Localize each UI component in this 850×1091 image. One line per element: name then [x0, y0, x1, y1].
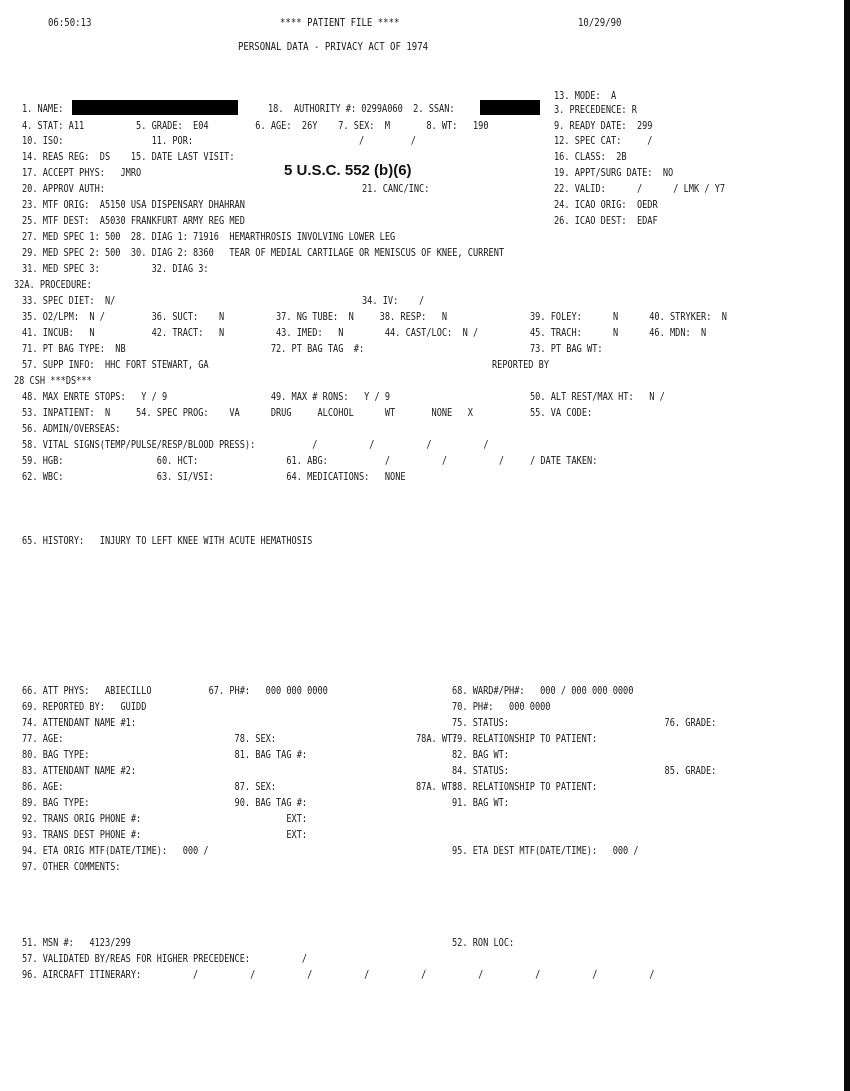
attendant-2-age-sex-wt: 86. AGE: 87. SEX: 87A. WT:: [22, 781, 458, 793]
att-phys-row: 66. ATT PHYS: ABIECILLO 67. PH#: 000 000 0000: [22, 685, 328, 697]
attendant-1-bag-type: 80. BAG TYPE: 81. BAG TAG #:: [22, 749, 308, 761]
valid-field: 22. VALID: / / LMK / Y7: [554, 183, 726, 195]
attendant-2-bag-wt: 91. BAG WT:: [452, 797, 510, 809]
csh-note: 28 CSH ***DS***: [14, 375, 92, 387]
med-spec-3-row: 31. MED SPEC 3: 32. DIAG 3:: [22, 263, 209, 275]
pt-bag-type-row: 71. PT BAG TYPE: NB 72. PT BAG TAG #:: [22, 343, 365, 355]
ready-date-field: 9. READY DATE: 299: [554, 120, 653, 132]
attendant-1-age-sex-wt: 77. AGE: 78. SEX: 78A. WT:: [22, 733, 458, 745]
o2-suct-row: 35. O2/LPM: N / 36. SUCT: N 37. NG TUBE: N 38. RESP: N: [22, 311, 448, 323]
other-comments: 97. OTHER COMMENTS:: [22, 861, 121, 873]
alt-rest-field: 50. ALT REST/MAX HT: N /: [530, 391, 665, 403]
med-spec-1-row: 27. MED SPEC 1: 500 28. DIAG 1: 71916 HEMARTHROSIS INVOLVING LOWER LEG: [22, 231, 396, 243]
mtf-dest-field: 25. MTF DEST: A5030 FRANKFURT ARMY REG MED: [22, 215, 245, 227]
header-time: 06:50:13: [48, 16, 92, 29]
reported-by-field: 69. REPORTED BY: GUIDD: [22, 701, 147, 713]
ph-field: 70. PH#: 000 0000: [452, 701, 551, 713]
attendant-1-relationship: 79. RELATIONSHIP TO PATIENT:: [452, 733, 598, 745]
iv-field: 34. IV: /: [362, 295, 425, 307]
trach-mdn-row: 45. TRACH: N 46. MDN: N: [530, 327, 707, 339]
pt-bag-wt-field: 73. PT BAG WT:: [530, 343, 603, 355]
mode-field: 13. MODE: A: [554, 90, 617, 102]
admin-overseas-field: 56. ADMIN/OVERSEAS:: [22, 423, 121, 435]
mtf-orig-field: 23. MTF ORIG: A5150 USA DISPENSARY DHAHRAN: [22, 199, 245, 211]
redaction-name: [72, 100, 238, 115]
authority-ssan-field: 18. AUTHORITY #: 0299A060 2. SSAN:: [268, 103, 455, 115]
reported-by-label: REPORTED BY: [492, 359, 550, 371]
inpatient-spec-prog-row: 53. INPATIENT: N 54. SPEC PROG: VA DRUG ALCOHOL WT NONE X: [22, 407, 473, 419]
scan-edge-bar: [844, 0, 850, 1091]
supp-info-field: 57. SUPP INFO: HHC FORT STEWART, GA: [22, 359, 209, 371]
aircraft-itinerary-field: 96. AIRCRAFT ITINERARY: / / / / / / / / /: [22, 969, 655, 981]
redaction-ssan: [480, 100, 540, 115]
icao-dest-field: 26. ICAO DEST: EDAF: [554, 215, 658, 227]
canc-inc-field: 21. CANC/INC:: [362, 183, 430, 195]
approv-auth-field: 20. APPROV AUTH:: [22, 183, 105, 195]
va-code-field: 55. VA CODE:: [530, 407, 593, 419]
icao-orig-field: 24. ICAO ORIG: OEDR: [554, 199, 658, 211]
trans-dest-phone: 93. TRANS DEST PHONE #: EXT:: [22, 829, 308, 841]
wbc-medications-row: 62. WBC: 63. SI/VSI: 64. MEDICATIONS: NONE: [22, 471, 406, 483]
med-spec-2-row: 29. MED SPEC 2: 500 30. DIAG 2: 8360 TEAR OF MEDIAL CARTILAGE OR MENISCUS OF KNEE, CURRENT: [22, 247, 505, 259]
msn-field: 51. MSN #: 4123/299: [22, 937, 131, 949]
trans-orig-phone: 92. TRANS ORIG PHONE #: EXT:: [22, 813, 308, 825]
eta-orig-mtf: 94. ETA ORIG MTF(DATE/TIME): 000 /: [22, 845, 209, 857]
foley-stryker-row: 39. FOLEY: N 40. STRYKER: N: [530, 311, 727, 323]
appt-surg-date-field: 19. APPT/SURG DATE: NO: [554, 167, 674, 179]
history-field: 65. HISTORY: INJURY TO LEFT KNEE WITH ACUTE HEMATHOSIS: [22, 535, 313, 547]
accept-phys-field: 17. ACCEPT PHYS: JMRO: [22, 167, 142, 179]
max-enrte-stops-row: 48. MAX ENRTE STOPS: Y / 9 49. MAX # RONS: Y / 9: [22, 391, 391, 403]
name-field: 1. NAME:: [22, 103, 64, 115]
incub-tract-row: 41. INCUB: N 42. TRACT: N 43. IMED: N 44. CAST/LOC: N /: [22, 327, 479, 339]
attendant-1-status-grade: 75. STATUS: 76. GRADE:: [452, 717, 717, 729]
reas-reg-row: 14. REAS REG: DS 15. DATE LAST VISIT:: [22, 151, 235, 163]
attendant-1-name: 74. ATTENDANT NAME #1:: [22, 717, 137, 729]
attendant-2-relationship: 88. RELATIONSHIP TO PATIENT:: [452, 781, 598, 793]
procedure-field: 32A. PROCEDURE:: [14, 279, 92, 291]
header-title: **** PATIENT FILE ****: [280, 16, 400, 29]
hgb-hct-abg-row: 59. HGB: 60. HCT: 61. ABG: / / / / DATE TAKEN:: [22, 455, 598, 467]
stat-grade-age-row: 4. STAT: A11 5. GRADE: E04 6. AGE: 26Y 7. SEX: M 8. WT: 190: [22, 120, 489, 132]
header-date: 10/29/90: [578, 16, 622, 29]
spec-diet-field: 33. SPEC DIET: N/: [22, 295, 116, 307]
attendant-1-bag-wt: 82. BAG WT:: [452, 749, 510, 761]
foia-exemption-stamp: 5 U.S.C. 552 (b)(6): [284, 162, 412, 179]
attendant-2-name: 83. ATTENDANT NAME #2:: [22, 765, 137, 777]
spec-cat-field: 12. SPEC CAT: /: [554, 135, 653, 147]
header-subtitle: PERSONAL DATA - PRIVACY ACT OF 1974: [238, 40, 429, 53]
precedence-field: 3. PRECEDENCE: R: [554, 104, 637, 116]
iso-por-row: 10. ISO: 11. POR: / /: [22, 135, 416, 147]
class-field: 16. CLASS: 2B: [554, 151, 627, 163]
attendant-2-status-grade: 84. STATUS: 85. GRADE:: [452, 765, 717, 777]
vital-signs-row: 58. VITAL SIGNS(TEMP/PULSE/RESP/BLOOD PRESS): / / / /: [22, 439, 489, 451]
ward-ph-field: 68. WARD#/PH#: 000 / 000 000 0000: [452, 685, 634, 697]
eta-dest-mtf: 95. ETA DEST MTF(DATE/TIME): 000 /: [452, 845, 639, 857]
attendant-2-bag-type: 89. BAG TYPE: 90. BAG TAG #:: [22, 797, 308, 809]
ron-loc-field: 52. RON LOC:: [452, 937, 515, 949]
validated-by-field: 57. VALIDATED BY/REAS FOR HIGHER PRECEDENCE: /: [22, 953, 308, 965]
